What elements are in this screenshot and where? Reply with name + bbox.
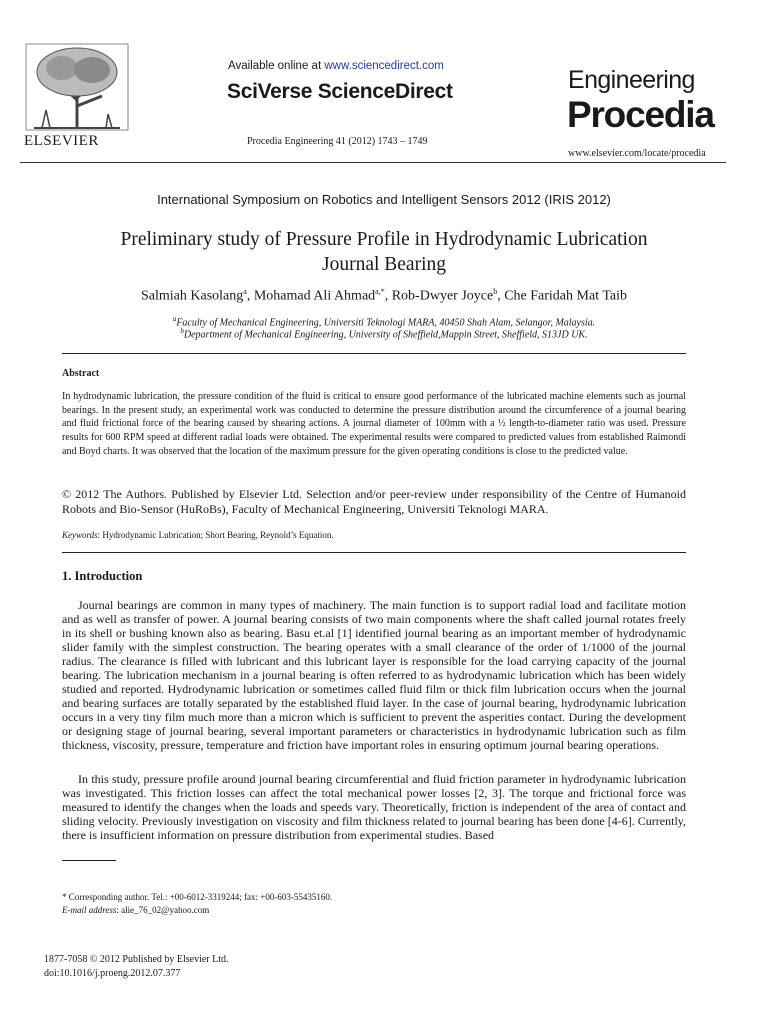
sciencedirect-link[interactable]: www.sciencedirect.com: [324, 60, 444, 72]
title-line-2: Journal Bearing: [321, 254, 446, 275]
publisher-name: ELSEVIER: [24, 133, 99, 149]
keywords-label: Keywords: [62, 530, 98, 540]
author-name: Rob-Dwyer Joyce: [391, 288, 494, 304]
email-label: E-mail address: [62, 905, 117, 915]
abstract-text: In hydrodynamic lubrication, the pressure condition of the fluid is critical to ensure good performance of the lubricated machine elements such as journal bearings. In the present study, an experimental work was conducted to determine the pressure distribution around the circumference of a journal bearing and fluid frictional force of the bearing caused by shearing actions. A journal diameter of 100mm with a ½ length-to-diameter ratio was used. Pressure results for 600 RPM speed at different radial loads were obtained. The experimental results were compared to predicted values from established Raimondi and Boyd charts. It was observed that the location of the maximum pressure for the given operating conditions is close to the predicted value.: [62, 391, 686, 457]
doi-line: doi:10.1016/j.proeng.2012.07.377: [44, 968, 181, 979]
available-online: [228, 60, 444, 72]
author-separator: ,: [497, 288, 505, 304]
article-title: [60, 227, 708, 277]
sciverse-logo-text: SciVerse ScienceDirect: [227, 80, 453, 103]
intro-paragraph-2: In this study, pressure profile around journal bearing circumferential and fluid friction parameter in hydrodynamic lubrication was investigated. This friction losses can affect the total mechanical power losses [2, 3]. The torque and frictional force was measured to identify the changes when the loads and speeds vary. Theoretically, friction is independent of the area of contact and sliding velocity. Previously investigation on viscosity and film thickness related to journal bearing has been done [4-6]. Currently, there is insufficient information on pressure distribution from experimental studies. Based: [62, 772, 686, 842]
journal-name-line2: Procedia: [567, 94, 714, 135]
keywords: [62, 530, 686, 540]
abstract-bottom-rule: [62, 552, 686, 553]
author-affiliation-mark: a: [243, 287, 247, 296]
author-name: Mohamad Ali Ahmad: [253, 288, 376, 304]
journal-name-line1: Engineering: [568, 66, 695, 94]
title-line-1: Preliminary study of Pressure Profile in Hydrodynamic Lubrication: [120, 229, 648, 250]
affiliation-text: Department of Mechanical Engineering, University of Sheffield,Mappin Street, Sheffield, S13JD UK.: [183, 329, 588, 341]
intro-paragraph-1: Journal bearings are common in many types of machinery. The main function is to support radial load and facilitate motion and as well as transfer of power. A journal bearing consists of two main components where the shaft called journal rotates freely in its shell or bushing known also as bearing. Basu et.al [1] identified journal bearing as an important member of hydrodynamic slider family with the simplest construction. The bearing operates with a small clearance of the order of 1/1000 of the journal radius. The clearance is filled with lubricant and this lubricant layer is responsible for the load carrying capacity of the journal bearing. The lubrication mechanism in a journal bearing is often referred to as hydrodynamic lubrication which has been widely studied and reported. Hydrodynamic lubrication or sometimes called fluid film or thick film lubrication occurs when the journal and bearing surfaces are totally separated by the established fluid layer. In the case of journal bearing, hydrodynamic lubrication occurs in a very tiny film much more than a micron which is sufficient to prevent the asperities contact. During the development or designing stage of journal bearing, several important parameters or characteristics in hydrodynamic lubrication such as film thickness, viscosity, pressure, temperature and friction have important roles in ensuring optimum journal bearing operations.: [62, 598, 686, 752]
section-heading-introduction: 1. Introduction: [62, 569, 143, 583]
footnote-rule: [62, 860, 116, 861]
available-prefix: Available online at: [228, 60, 325, 72]
affiliation-text: Faculty of Mechanical Engineering, Universiti Teknologi MARA, 40450 Shah Alam, Selangor, Malaysia.: [176, 317, 596, 329]
email-note: [62, 905, 209, 915]
author-separator: ,: [384, 288, 392, 304]
author-separator: ,: [246, 288, 254, 304]
affiliation-b: [0, 327, 768, 340]
keywords-text: : Hydrodynamic Lubrication; Short Bearing, Reynold’s Equation.: [97, 530, 334, 540]
copyright-statement: © 2012 The Authors. Published by Elsevier Ltd. Selection and/or peer-review under responsibility of the Centre of Humanoid Robots and Bio-Sensor (HuRoBs), Faculty of Mechanical Engineering, Universiti Teknologi MARA.: [62, 487, 686, 516]
journal-reference: Procedia Engineering 41 (2012) 1743 – 1749: [247, 136, 428, 147]
journal-url-link[interactable]: www.elsevier.com/locate/procedia: [568, 148, 706, 159]
author-affiliation-mark: b: [493, 287, 498, 296]
abstract-top-rule: [62, 353, 686, 354]
abstract-heading: Abstract: [62, 368, 100, 379]
issn-line: 1877-7058 © 2012 Published by Elsevier Ltd.: [44, 954, 229, 965]
author-name: Salmiah Kasolang: [141, 288, 244, 304]
corresponding-author-note: * Corresponding author. Tel.: +00-6012-3319244; fax: +00-603-55435160.: [62, 892, 333, 902]
symposium-name: International Symposium on Robotics and Intelligent Sensors 2012 (IRIS 2012): [157, 192, 611, 207]
email-address: : alie_76_02@yahoo.com: [116, 905, 210, 915]
affiliation-mark: a: [172, 315, 177, 323]
author-list: [0, 287, 768, 305]
header-divider: [20, 162, 726, 163]
author-affiliation-mark: a,*: [375, 287, 385, 296]
author-name: Che Faridah Mat Taib: [504, 288, 627, 304]
affiliation-mark: b: [180, 327, 184, 335]
